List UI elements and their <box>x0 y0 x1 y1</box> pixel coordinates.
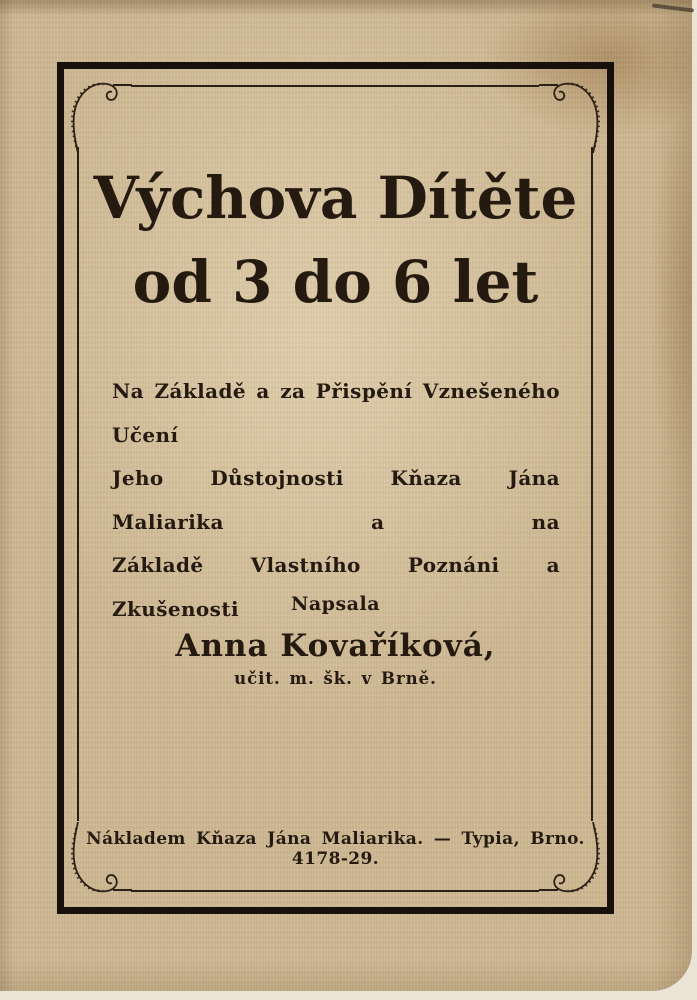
corner-flourish-top-left-icon <box>66 77 132 153</box>
book-subtitle <box>112 370 560 631</box>
scan-edge-mark <box>652 3 694 12</box>
author-name: Anna Kovaříková, <box>175 628 496 664</box>
author-title: učit. m. šk. v Brně. <box>234 669 437 688</box>
byline-label: Napsala <box>291 593 380 615</box>
book-title <box>57 156 614 324</box>
corner-flourish-top-right-icon <box>539 77 605 153</box>
book-title-line2: od 3 do 6 let <box>132 248 539 316</box>
inner-rule-bottom <box>131 890 539 892</box>
inner-rule-top <box>131 85 539 87</box>
subtitle-line: Na Základě a za Přispění Vznešeného Učení <box>112 379 560 447</box>
subtitle-line: Jeho Důstojnosti Kňaza Jána Maliarika a na <box>112 466 560 534</box>
book-title-line1: Výchova Dítěte <box>93 164 578 232</box>
imprint-line: Nákladem Kňaza Jána Maliarika. — Typia, Brno. 4178-29. <box>86 829 585 869</box>
subtitle-line: Základě Vlastního Poznáni a Zkušenosti <box>112 553 560 621</box>
